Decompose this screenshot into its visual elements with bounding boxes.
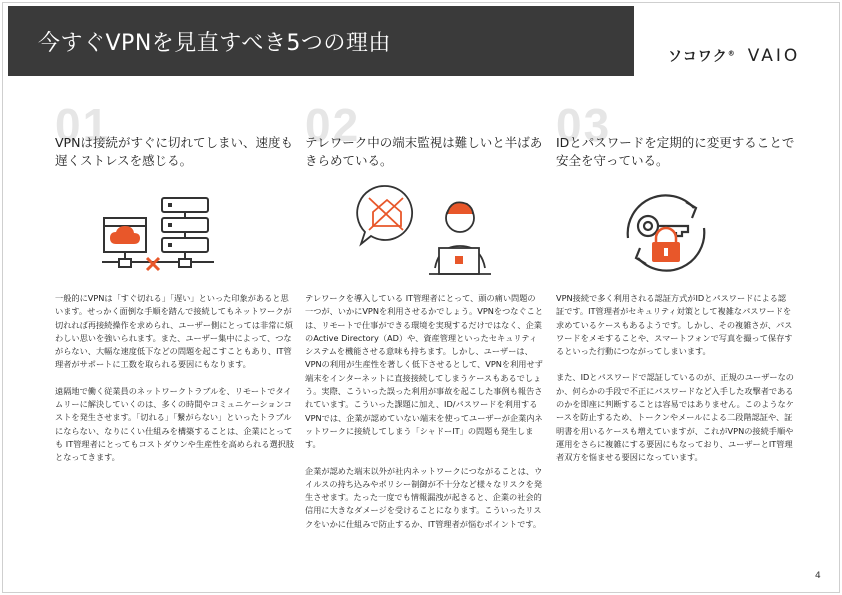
- vaio-logo: VAIO: [747, 46, 801, 66]
- body-paragraph: テレワークを導入している IT管理者にとって、頭の痛い問題の一つが、いかにVPNを利用させるかでしょう。VPNをつなぐことは、リモートで仕事ができる環境を実現するだけではなく、企業のActive Directory（AD）や、資産管理といったセキュリティシステムを機能させる意味も持ちます。しかし、ユーザーは、VPNの利用が生産性を著しく低下させるとして、VPNを利用せず端末をインターネットに直接接続してしまうケースもあるでしょう。実際、こういった誤った利用が事故を起こした事例も報告されています。こういった課題に加え、ID/パスワードを利用するVPNでは、企業が認めていない端末を使ってユーザーが企業内ネットワークに接続してしまう「シャドーIT」の問題も発生します。: [305, 293, 544, 450]
- section-number: 03: [556, 99, 612, 151]
- body-paragraph: VPN接続で多く利用される認証方式がIDとパスワードによる認証です。IT管理者がセキュリティ対策として複雑なパスワードを求めているケースもあるようです。しかし、その複雑さが、パスワードをメモすることや、スマートフォンで写真を撮って保存するといった行動につながってしまいます。: [556, 293, 793, 357]
- page-number: 4: [815, 571, 821, 581]
- section-number: 01: [55, 99, 111, 151]
- section-01: [55, 99, 295, 463]
- section-body: [55, 292, 295, 478]
- header-bar: [8, 6, 634, 76]
- remote-worker-monitoring-icon: [355, 184, 505, 284]
- body-paragraph: また、IDとパスワードで認証しているのが、正規のユーザーなのか、何らかの手段で不正にパスワードなど入手した攻撃者であるのかを即座に判断することは容易ではありません。このようなケースを防止するため、トークンやメールによる二段階認証や、証明書を用いるケースも増えていますが、これがVPNの接続手順や運用をさらに複雑にする要因にもなっており、ユーザーとIT管理者双方を悩ませる要因になっています。: [556, 372, 794, 463]
- section-heading: IDとパスワードを定期的に変更することで安全を守っている。: [556, 135, 795, 168]
- section-body: [305, 292, 543, 544]
- server-network-broken-icon: [100, 196, 220, 288]
- section-03: [556, 99, 796, 463]
- registered-mark: ®: [727, 49, 736, 58]
- sokowaku-logo-text: ソコワク: [668, 49, 728, 65]
- section-body: [556, 292, 794, 478]
- section-heading: VPNは接続がすぐに切れてしまい、速度も遅くストレスを感じる。: [55, 135, 293, 168]
- body-paragraph: 一般的にVPNは「すぐ切れる」「遅い」といった印象があると思います。せっかく面倒な手順を踏んで接続してもネットワークが切れれば再接続操作を求められ、ユーザー側にとっては非常に煩わしい思いを強いられます。また、ユーザー集中によって、つながらない、大幅な速度低下などの問題を起こすこともあり、IT管理者がサポートに工数を取られる要因にもなります。: [55, 293, 293, 370]
- section-number: 02: [305, 99, 361, 151]
- body-paragraph: 遠隔地で働く従業員のネットワークトラブルを、リモートでタイムリーに解決していくのは、多くの時間やコミュニケーションコストを発生させます。「切れる」「繋がらない」といったトラブルにならない、なりにくい仕組みを構築することは、企業にとっても IT管理者にとってもコストダウンや生産性を高められる選択肢となってきます。: [55, 385, 295, 463]
- key-lock-cycle-icon: [616, 188, 716, 278]
- brand-logos: [668, 46, 800, 66]
- section-02: [305, 99, 545, 529]
- page-title: 今すぐVPNを見直すべき5つの理由: [38, 31, 391, 56]
- sokowaku-logo: [668, 46, 736, 66]
- body-paragraph: 企業が認めた端末以外が社内ネットワークにつながることは、ウイルスの持ち込みやポリシー制御が不十分など様々なリスクを発生させます。たった一度でも情報漏洩が起きると、企業の社会的信用に大きなダメージを受けることになります。こういったリスクをいかに仕組みで防止するか、IT管理者が悩むポイントです。: [305, 465, 543, 529]
- section-heading: テレワーク中の端末監視は難しいと半ばあきらめている。: [305, 135, 543, 168]
